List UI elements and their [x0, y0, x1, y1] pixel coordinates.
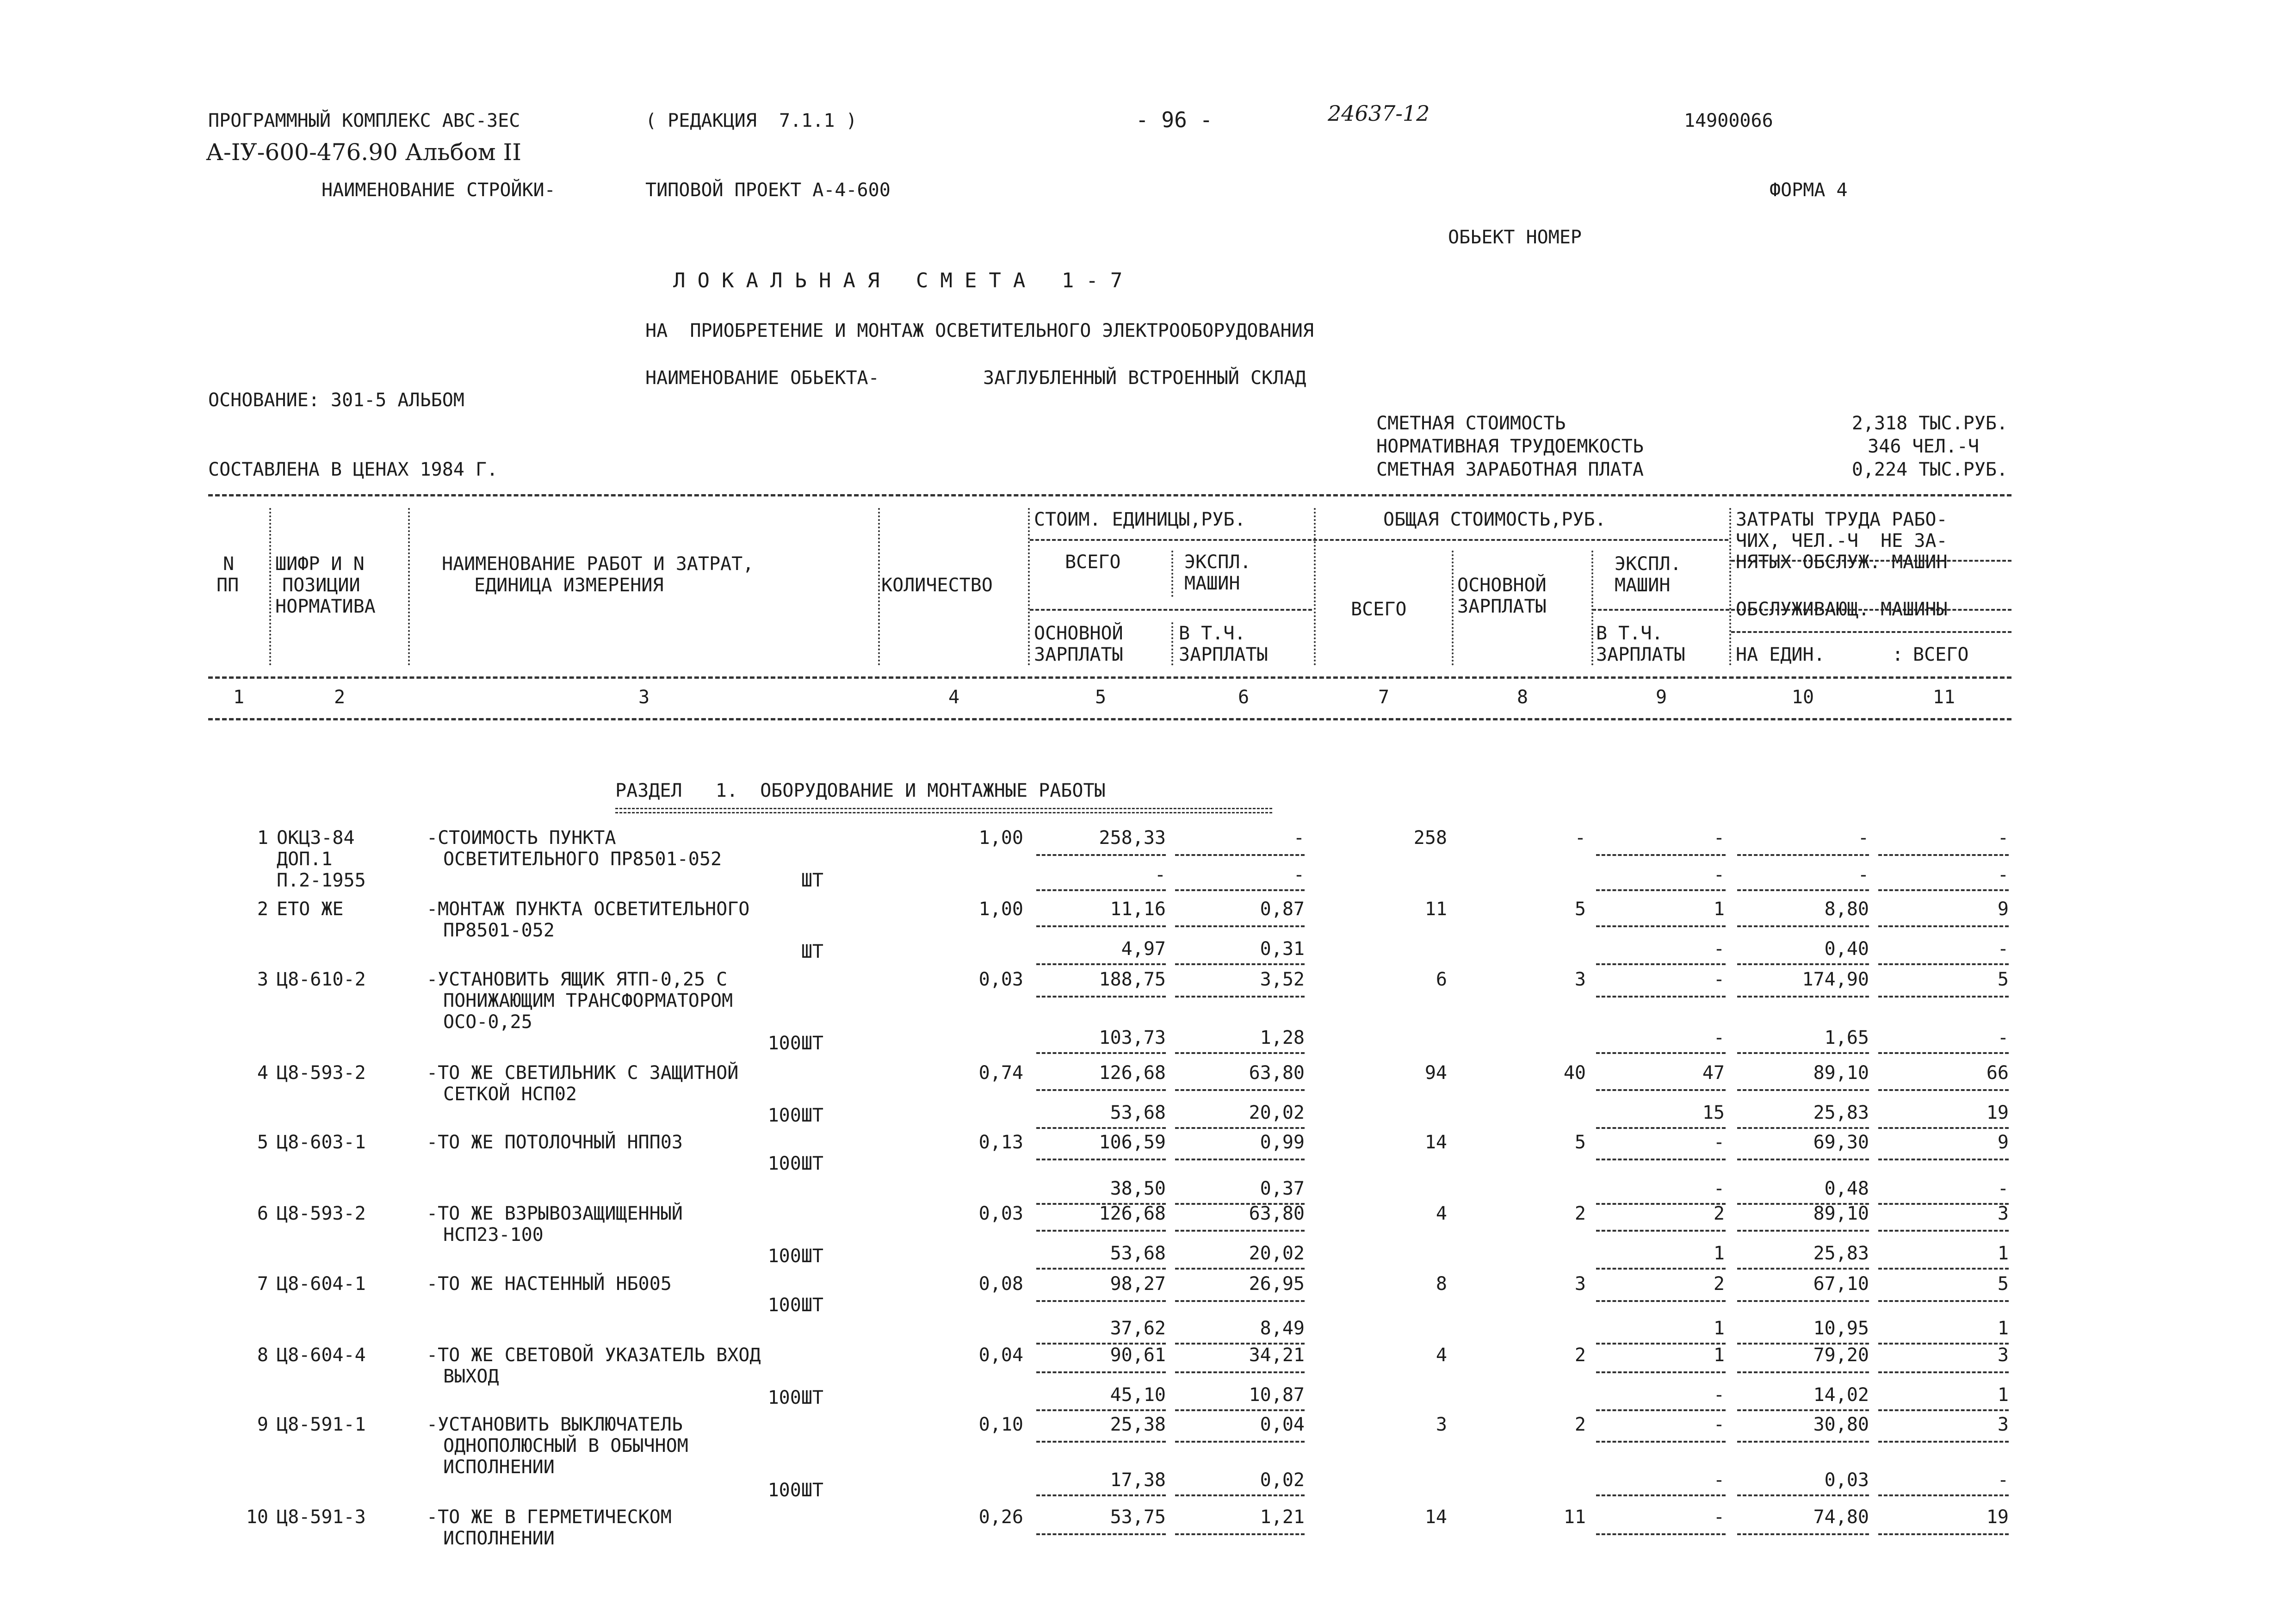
value-5: 11,16 — [1110, 899, 1166, 920]
basis: ОСНОВАНИЕ: 301-5 АЛЬБОМ — [208, 390, 464, 411]
value-line2: - — [1154, 864, 1166, 886]
work-name: ПОНИЖАЮЩИМ ТРАНСФОРМАТОРОМ — [443, 990, 733, 1011]
value-line2: 1,65 — [1824, 1027, 1869, 1048]
value-5: 53,75 — [1110, 1506, 1166, 1528]
value-line2: 1 — [1713, 1318, 1725, 1339]
norm-code: Ц8-593-2 — [277, 1203, 366, 1224]
value-10: 67,10 — [1813, 1273, 1869, 1295]
value-6: 3,52 — [1260, 969, 1305, 990]
value-5: 98,27 — [1110, 1273, 1166, 1295]
row-number: 8 — [257, 1345, 268, 1366]
norm-code: Ц8-604-4 — [277, 1345, 366, 1366]
value-line2: 0,03 — [1824, 1469, 1869, 1491]
value-7: 3 — [1436, 1414, 1447, 1435]
program-name: ПРОГРАММНЫЙ КОМПЛЕКС АВС-3ЕС — [208, 110, 520, 131]
col6-header-line2: МАШИН — [1184, 573, 1240, 594]
work-name: -ТО ЖЕ ПОТОЛОЧНЫЙ НПП03 — [427, 1132, 683, 1153]
value-8: 40 — [1563, 1062, 1586, 1084]
norm-code: ДОП.1 — [277, 849, 333, 870]
quantity: 0,04 — [978, 1345, 1023, 1366]
norm-code: Ц8-593-2 — [277, 1062, 366, 1084]
table-top-rule — [208, 494, 2011, 496]
norm-code: Ц8-603-1 — [277, 1132, 366, 1153]
value-8: 3 — [1574, 969, 1586, 990]
value-line2: 0,31 — [1260, 938, 1305, 960]
col1-header-line1: N — [223, 553, 235, 575]
quantity: 0,03 — [978, 969, 1023, 990]
unit-of-measure: 100ШТ — [767, 1480, 823, 1501]
value-7: 4 — [1436, 1203, 1447, 1224]
col6b-header-line1: В Т.Ч. — [1179, 623, 1246, 644]
quantity: 0,26 — [978, 1506, 1023, 1528]
value-8: 2 — [1574, 1414, 1586, 1435]
norm-code: П.2-1955 — [277, 870, 366, 891]
value-10: 79,20 — [1813, 1345, 1869, 1366]
value-line2: 53,68 — [1110, 1102, 1166, 1123]
col3-header-line2: ЕДИНИЦА ИЗМЕРЕНИЯ — [474, 575, 664, 596]
value-line2: 0,02 — [1260, 1469, 1305, 1491]
value-line2: - — [1713, 864, 1725, 886]
work-name: -УСТАНОВИТЬ ЯЩИК ЯТП-0,25 С — [427, 969, 728, 990]
work-name: ОСВЕТИТЕЛЬНОГО ПР8501-052 — [443, 849, 722, 870]
value-line2: 0,48 — [1824, 1178, 1869, 1199]
value-line2: 38,50 — [1110, 1178, 1166, 1199]
value-line2: - — [1713, 1469, 1725, 1491]
quantity: 0,10 — [978, 1414, 1023, 1435]
value-9: - — [1713, 969, 1725, 990]
value-10: - — [1857, 827, 1869, 849]
value-6: 0,87 — [1260, 899, 1305, 920]
value-5: 90,61 — [1110, 1345, 1166, 1366]
labor-group-header-line3: НЯТЫХ ОБСЛУЖ. МАШИН — [1736, 552, 1948, 573]
summary-value-cost: 2,318 ТЫС.РУБ. — [1851, 413, 2008, 434]
value-11: 3 — [1997, 1414, 2009, 1435]
value-5: 126,68 — [1099, 1062, 1166, 1084]
value-6: 63,80 — [1249, 1203, 1305, 1224]
value-line2: 25,83 — [1813, 1102, 1869, 1123]
value-line2: 53,68 — [1110, 1243, 1166, 1264]
row-number: 7 — [257, 1273, 268, 1295]
work-name: ИСПОЛНЕНИИ — [443, 1457, 555, 1478]
norm-code: ОКЦ3-84 — [277, 827, 355, 849]
value-line2: 0,40 — [1824, 938, 1869, 960]
value-8: 5 — [1574, 899, 1586, 920]
value-7: 14 — [1424, 1132, 1447, 1153]
col5b-header-line2: ЗАРПЛАТЫ — [1034, 644, 1123, 665]
value-line2: 1 — [1997, 1384, 2009, 1406]
summary-value-labor: 346 ЧЕЛ.-Ч — [1868, 436, 1979, 457]
unit-of-measure: 100ШТ — [767, 1105, 823, 1126]
value-11: 9 — [1997, 1132, 2009, 1153]
value-line2: 14,02 — [1813, 1384, 1869, 1406]
value-5: 25,38 — [1110, 1414, 1166, 1435]
col2-header-line3: НОРМАТИВА — [275, 596, 376, 617]
col5b-header-line1: ОСНОВНОЙ — [1034, 623, 1123, 644]
col9-header-line1: ЭКСПЛ. — [1615, 553, 1682, 575]
value-line2: 103,73 — [1099, 1027, 1166, 1048]
work-name: ВЫХОД — [443, 1366, 499, 1387]
document-number: 14900066 — [1684, 110, 1773, 131]
work-name: -МОНТАЖ ПУНКТА ОСВЕТИТЕЛЬНОГО — [427, 899, 750, 920]
value-9: - — [1713, 1132, 1725, 1153]
value-11: - — [1997, 827, 2009, 849]
row-number: 10 — [246, 1506, 268, 1528]
value-11: 3 — [1997, 1203, 2009, 1224]
value-line2: 4,97 — [1121, 938, 1166, 960]
unit-of-measure: 100ШТ — [767, 1033, 823, 1054]
unit-of-measure: ШТ — [801, 870, 823, 891]
col1-header-line2: ПП — [217, 575, 239, 596]
section-title: РАЗДЕЛ 1. ОБОРУДОВАНИЕ И МОНТАЖНЫЕ РАБОТЫ — [615, 780, 1106, 801]
value-7: 8 — [1436, 1273, 1447, 1295]
row-number: 1 — [257, 827, 268, 849]
work-name: -ТО ЖЕ СВЕТИЛЬНИК С ЗАЩИТНОЙ — [427, 1062, 739, 1084]
value-line2: 37,62 — [1110, 1318, 1166, 1339]
row-number: 3 — [257, 969, 268, 990]
work-name: -ТО ЖЕ СВЕТОВОЙ УКАЗАТЕЛЬ ВХОД — [427, 1345, 761, 1366]
value-11: 19 — [1986, 1506, 2009, 1528]
value-11: 5 — [1997, 969, 2009, 990]
work-name: ИСПОЛНЕНИИ — [443, 1528, 555, 1549]
row-number: 9 — [257, 1414, 268, 1435]
page-number: - 96 - — [1136, 107, 1213, 132]
col8-header-line2: ЗАРПЛАТЫ — [1457, 596, 1547, 617]
value-8: 2 — [1574, 1345, 1586, 1366]
unit-of-measure: 100ШТ — [767, 1387, 823, 1408]
quantity: 0,13 — [978, 1132, 1023, 1153]
labor-group-header-line2: ЧИХ, ЧЕЛ.-Ч НЕ ЗА- — [1736, 530, 1948, 552]
unit-cost-group-header: СТОИМ. ЕДИНИЦЫ,РУБ. — [1034, 509, 1246, 530]
value-line2: 19 — [1986, 1102, 2009, 1123]
col2-header-line1: ШИФР И N — [275, 553, 365, 575]
work-name: ОДНОПОЛЮСНЫЙ В ОБЫЧНОМ — [443, 1435, 688, 1457]
row-number: 4 — [257, 1062, 268, 1084]
value-line2: - — [1857, 864, 1869, 886]
value-line2: - — [1997, 1027, 2009, 1048]
quantity: 0,08 — [978, 1273, 1023, 1295]
value-7: 6 — [1436, 969, 1447, 990]
norm-code: Ц8-591-1 — [277, 1414, 366, 1435]
summary-label-labor: НОРМАТИВНАЯ ТРУДОЕМКОСТЬ — [1376, 436, 1644, 457]
labor-group-header-line1: ЗАТРАТЫ ТРУДА РАБО- — [1736, 509, 1948, 530]
value-6: 26,95 — [1249, 1273, 1305, 1295]
work-name: -СТОИМОСТЬ ПУНКТА — [427, 827, 616, 849]
value-10: 8,80 — [1824, 899, 1869, 920]
col9-header-line2: МАШИН — [1615, 575, 1671, 596]
price-basis: СОСТАВЛЕНА В ЦЕНАХ 1984 Г. — [208, 459, 498, 480]
value-line2: - — [1997, 864, 2009, 886]
value-11: 66 — [1986, 1062, 2009, 1084]
construction-value: ТИПОВОЙ ПРОЕКТ А-4-600 — [645, 180, 891, 201]
value-7: 258 — [1413, 827, 1447, 849]
work-name: НСП23-100 — [443, 1224, 544, 1246]
value-line2: - — [1713, 1178, 1725, 1199]
value-9: - — [1713, 827, 1725, 849]
summary-label-salary: СМЕТНАЯ ЗАРАБОТНАЯ ПЛАТА — [1376, 459, 1644, 480]
unit-of-measure: 100ШТ — [767, 1153, 823, 1174]
quantity: 1,00 — [978, 827, 1023, 849]
value-9: - — [1713, 1506, 1725, 1528]
value-9: 2 — [1713, 1273, 1725, 1295]
value-line2: 45,10 — [1110, 1384, 1166, 1406]
value-5: 258,33 — [1099, 827, 1166, 849]
value-11: 5 — [1997, 1273, 2009, 1295]
value-10: 89,10 — [1813, 1062, 1869, 1084]
value-line2: 8,49 — [1260, 1318, 1305, 1339]
value-9: 2 — [1713, 1203, 1725, 1224]
col9b-header-line2: ЗАРПЛАТЫ — [1596, 644, 1685, 665]
handwritten-code: 24637-12 — [1328, 101, 1430, 126]
value-line2: 15 — [1702, 1102, 1725, 1123]
value-5: 188,75 — [1099, 969, 1166, 990]
value-9: 1 — [1713, 1345, 1725, 1366]
value-8: 5 — [1574, 1132, 1586, 1153]
col2-header-line2: ПОЗИЦИИ — [282, 575, 360, 596]
value-6: 63,80 — [1249, 1062, 1305, 1084]
col8-header-line1: ОСНОВНОЙ — [1457, 575, 1547, 596]
value-line2: - — [1293, 864, 1305, 886]
col10-header: НА ЕДИН. — [1736, 644, 1825, 665]
value-7: 4 — [1436, 1345, 1447, 1366]
value-10: 30,80 — [1813, 1414, 1869, 1435]
summary-value-salary: 0,224 ТЫС.РУБ. — [1851, 459, 2008, 480]
value-9: 47 — [1702, 1062, 1725, 1084]
value-line2: 1,28 — [1260, 1027, 1305, 1048]
value-10: 69,30 — [1813, 1132, 1869, 1153]
value-7: 14 — [1424, 1506, 1447, 1528]
value-6: 1,21 — [1260, 1506, 1305, 1528]
value-line2: - — [1713, 1384, 1725, 1406]
unit-of-measure: ШТ — [801, 941, 823, 962]
album-reference: А-IУ-600-476.90 Альбом II — [206, 139, 522, 166]
value-line2: 10,87 — [1249, 1384, 1305, 1406]
value-5: 106,59 — [1099, 1132, 1166, 1153]
value-line2: - — [1997, 1178, 2009, 1199]
value-line2: 1 — [1997, 1243, 2009, 1264]
value-line2: 10,95 — [1813, 1318, 1869, 1339]
value-6: 0,99 — [1260, 1132, 1305, 1153]
work-name: -ТО ЖЕ НАСТЕННЫЙ НБ005 — [427, 1273, 672, 1295]
object-number-label: ОБЬЕКТ НОМЕР — [1448, 227, 1582, 248]
row-number: 6 — [257, 1203, 268, 1224]
work-name: -УСТАНОВИТЬ ВЫКЛЮЧАТЕЛЬ — [427, 1414, 683, 1435]
labor-sub-header: ОБСЛУЖИВАЮЩ. МАШИНЫ — [1736, 599, 1948, 620]
value-10: 89,10 — [1813, 1203, 1869, 1224]
norm-code: ЕТО ЖЕ — [277, 899, 344, 920]
header-rule — [208, 676, 2011, 679]
object-value: ЗАГЛУБЛЕННЫЙ ВСТРОЕННЫЙ СКЛАД — [983, 367, 1306, 389]
construction-label: НАИМЕНОВАНИЕ СТРОЙКИ- — [322, 180, 556, 201]
col6b-header-line2: ЗАРПЛАТЫ — [1179, 644, 1268, 665]
work-name: СЕТКОЙ НСП02 — [443, 1084, 577, 1105]
value-10: 174,90 — [1802, 969, 1869, 990]
section-title-underline — [615, 808, 1272, 813]
value-9: - — [1713, 1414, 1725, 1435]
value-6: 0,04 — [1260, 1414, 1305, 1435]
value-line2: 20,02 — [1249, 1102, 1305, 1123]
edition: ( РЕДАКЦИЯ 7.1.1 ) — [645, 110, 857, 131]
value-line2: 20,02 — [1249, 1243, 1305, 1264]
quantity: 1,00 — [978, 899, 1023, 920]
unit-of-measure: 100ШТ — [767, 1246, 823, 1267]
value-5: 126,68 — [1099, 1203, 1166, 1224]
quantity: 0,03 — [978, 1203, 1023, 1224]
value-6: 34,21 — [1249, 1345, 1305, 1366]
value-line2: 1 — [1713, 1243, 1725, 1264]
value-8: 2 — [1574, 1203, 1586, 1224]
object-label: НАИМЕНОВАНИЕ ОБЬЕКТА- — [645, 367, 879, 389]
document-subtitle: НА ПРИОБРЕТЕНИЕ И МОНТАЖ ОСВЕТИТЕЛЬНОГО ЭЛЕКТРООБОРУДОВАНИЯ — [645, 320, 1314, 341]
value-10: 74,80 — [1813, 1506, 1869, 1528]
form-label: ФОРМА 4 — [1770, 180, 1848, 201]
col7-header: ВСЕГО — [1351, 599, 1407, 620]
col5-header: ВСЕГО — [1065, 552, 1121, 573]
norm-code: Ц8-591-3 — [277, 1506, 366, 1528]
value-11: 3 — [1997, 1345, 2009, 1366]
value-7: 11 — [1424, 899, 1447, 920]
value-8: 3 — [1574, 1273, 1586, 1295]
col3-header-line1: НАИМЕНОВАНИЕ РАБОТ И ЗАТРАТ, — [442, 553, 754, 575]
value-line2: - — [1997, 938, 2009, 960]
col11-header: ВСЕГО — [1913, 644, 1969, 665]
value-line2: 25,83 — [1813, 1243, 1869, 1264]
row-number: 5 — [257, 1132, 268, 1153]
value-line2: 1 — [1997, 1318, 2009, 1339]
value-8: - — [1574, 827, 1586, 849]
value-9: 1 — [1713, 899, 1725, 920]
value-7: 94 — [1424, 1062, 1447, 1084]
value-line2: 0,37 — [1260, 1178, 1305, 1199]
value-line2: - — [1997, 1469, 2009, 1491]
work-name: ОСО-0,25 — [443, 1011, 532, 1033]
work-name: -ТО ЖЕ В ГЕРМЕТИЧЕСКОМ — [427, 1506, 672, 1528]
col4-header: КОЛИЧЕСТВО — [881, 575, 993, 596]
col9b-header-line1: В Т.Ч. — [1596, 623, 1663, 644]
value-line2: - — [1713, 1027, 1725, 1048]
quantity: 0,74 — [978, 1062, 1023, 1084]
work-name: ПР8501-052 — [443, 920, 555, 941]
unit-of-measure: 100ШТ — [767, 1295, 823, 1316]
summary-label-cost: СМЕТНАЯ СТОИМОСТЬ — [1376, 413, 1566, 434]
header-bottom-rule — [208, 718, 2011, 720]
value-8: 11 — [1563, 1506, 1586, 1528]
work-name: -ТО ЖЕ ВЗРЫВОЗАЩИЩЕННЫЙ — [427, 1203, 683, 1224]
document-title: ЛОКАЛЬНАЯ СМЕТА 1-7 — [673, 269, 1135, 292]
value-11: 9 — [1997, 899, 2009, 920]
value-line2: - — [1713, 938, 1725, 960]
value-line2: 17,38 — [1110, 1469, 1166, 1491]
norm-code: Ц8-604-1 — [277, 1273, 366, 1295]
col6-header-line1: ЭКСПЛ. — [1184, 552, 1251, 573]
norm-code: Ц8-610-2 — [277, 969, 366, 990]
total-cost-group-header: ОБЩАЯ СТОИМОСТЬ,РУБ. — [1383, 509, 1606, 530]
row-number: 2 — [257, 899, 268, 920]
value-6: - — [1293, 827, 1305, 849]
